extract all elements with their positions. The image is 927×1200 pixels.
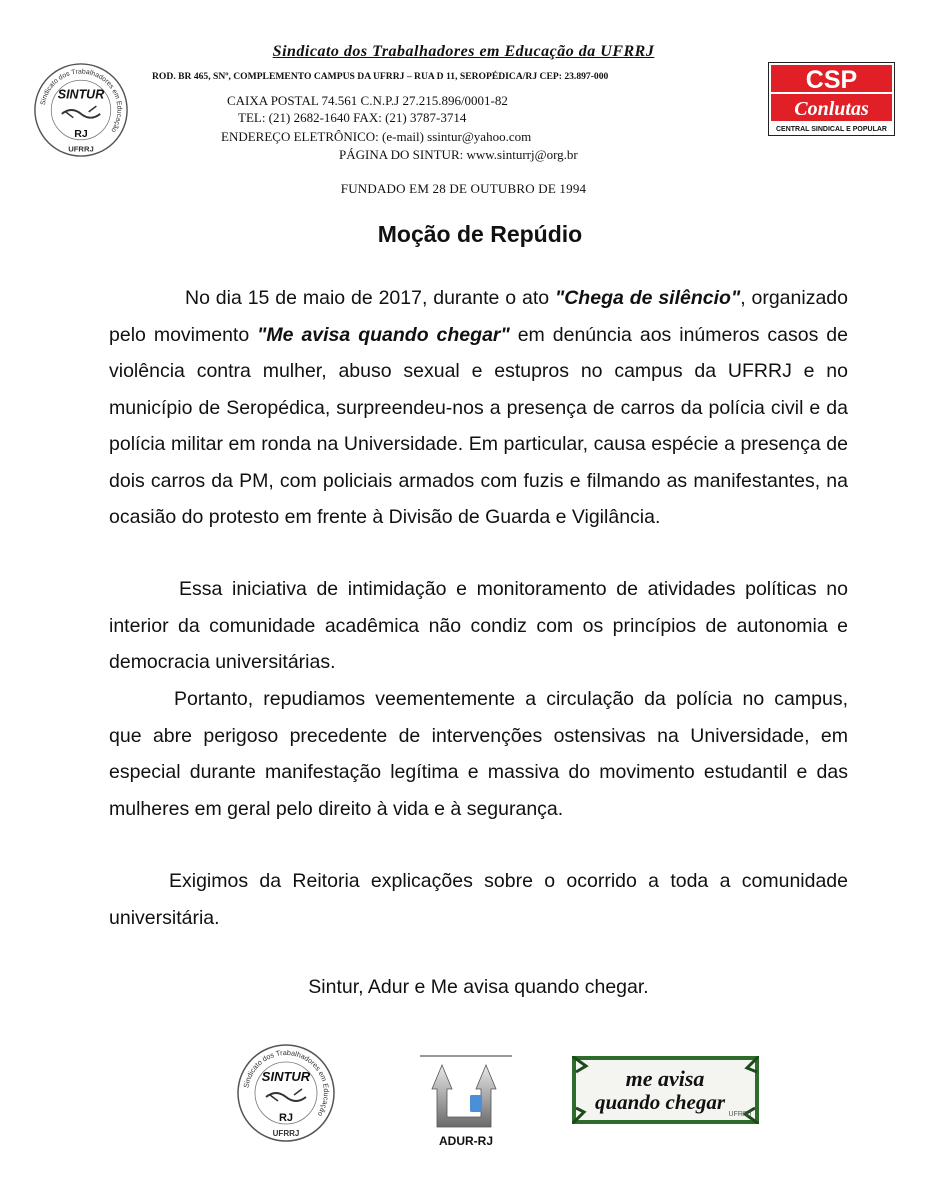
svg-text:UFRRJ: UFRRJ — [272, 1129, 300, 1138]
caixa-postal-cnpj: CAIXA POSTAL 74.561 C.N.P.J 27.215.896/0001-82 — [227, 93, 508, 108]
paragraph-4: Exigimos da Reitoria explicações sobre o ocorrido a toda a comunidade universitária. — [109, 870, 848, 929]
svg-text:CSP: CSP — [805, 66, 858, 94]
svg-text:Conlutas: Conlutas — [794, 98, 869, 120]
me-avisa-quando-chegar-logo — [572, 1056, 759, 1124]
svg-text:quando chegar: quando chegar — [594, 1090, 726, 1114]
svg-text:CENTRAL SINDICAL E POPULAR: CENTRAL SINDICAL E POPULAR — [776, 126, 887, 133]
union-name: Sindicato dos Trabalhadores em Educação da UFRRJ — [272, 43, 655, 60]
adur-rj-logo — [420, 1055, 512, 1151]
svg-text:SINTUR: SINTUR — [261, 1069, 311, 1084]
signature-line: Sintur, Adur e Me avisa quando chegar. — [308, 976, 649, 998]
svg-text:Sindicato dos Trabalhadores em: Sindicato dos Trabalhadores em Educação — [39, 68, 123, 134]
svg-text:ADUR-RJ: ADUR-RJ — [439, 1134, 493, 1148]
movement-name: "Me avisa quando chegar" — [257, 323, 510, 346]
paragraph-2: Essa iniciativa de intimidação e monitoramento de atividades políticas no interior da comunidade acadêmica não condiz com os princípios de autonomia e democracia universitárias. — [109, 578, 848, 673]
union-address: ROD. BR 465, SNº, COMPLEMENTO CAMPUS DA UFRRJ – RUA D 11, SEROPÉDICA/RJ CEP: 23.897-000 — [152, 71, 609, 82]
sintur-logo-footer — [236, 1043, 336, 1143]
svg-text:RJ: RJ — [74, 127, 88, 140]
svg-text:UFRRJ: UFRRJ — [728, 1111, 752, 1118]
phone-fax: TEL: (21) 2682-1640 FAX: (21) 3787-3714 — [238, 110, 467, 125]
paragraph-1: No dia 15 de maio de 2017, durante o ato "Chega de silêncio", organizado pelo movimento "Me avisa quando chegar" em denúncia aos inúmeros casos de violência contra mulher, abuso sexual e estupros no campus da UFRRJ e no município de Seropédica, surpreendeu-nos a presença de carros da polícia civil e da polícia militar em ronda na Universidade. Em particular, causa espécie a presença de dois carros da PM, com policiais armados com fuzis e filmando as manifestantes, na ocasião do protesto em frente à Divisão de Guarda e Vigilância. — [109, 287, 848, 528]
paragraph-3: Portanto, repudiamos veementemente a circulação da polícia no campus, que abre perigoso precedente de intervenções ostensivas na Universidade, em especial durante manifestação legítima e massiva do movimento estudantil e das mulheres em geral pelo direito à vida e à segurança. — [109, 688, 848, 820]
document-title: Moção de Repúdio — [377, 221, 583, 247]
svg-text:Sindicato dos Trabalhadores em: Sindicato dos Trabalhadores em Educação — [241, 1047, 332, 1119]
svg-text:me avisa: me avisa — [625, 1066, 705, 1091]
act-name: "Chega de silêncio" — [554, 287, 741, 309]
website: PÁGINA DO SINTUR: www.sinturrj@org.br — [339, 147, 578, 162]
csp-conlutas-logo — [768, 62, 895, 136]
email-address: ENDEREÇO ELETRÔNICO: (e-mail) ssintur@yahoo.com — [221, 129, 532, 144]
founded-date: FUNDADO EM 28 DE OUTUBRO DE 1994 — [340, 181, 587, 196]
svg-text:SINTUR: SINTUR — [57, 87, 105, 102]
sintur-logo-header — [33, 62, 129, 158]
svg-text:UFRRJ: UFRRJ — [68, 144, 94, 154]
svg-text:RJ: RJ — [278, 1112, 294, 1124]
